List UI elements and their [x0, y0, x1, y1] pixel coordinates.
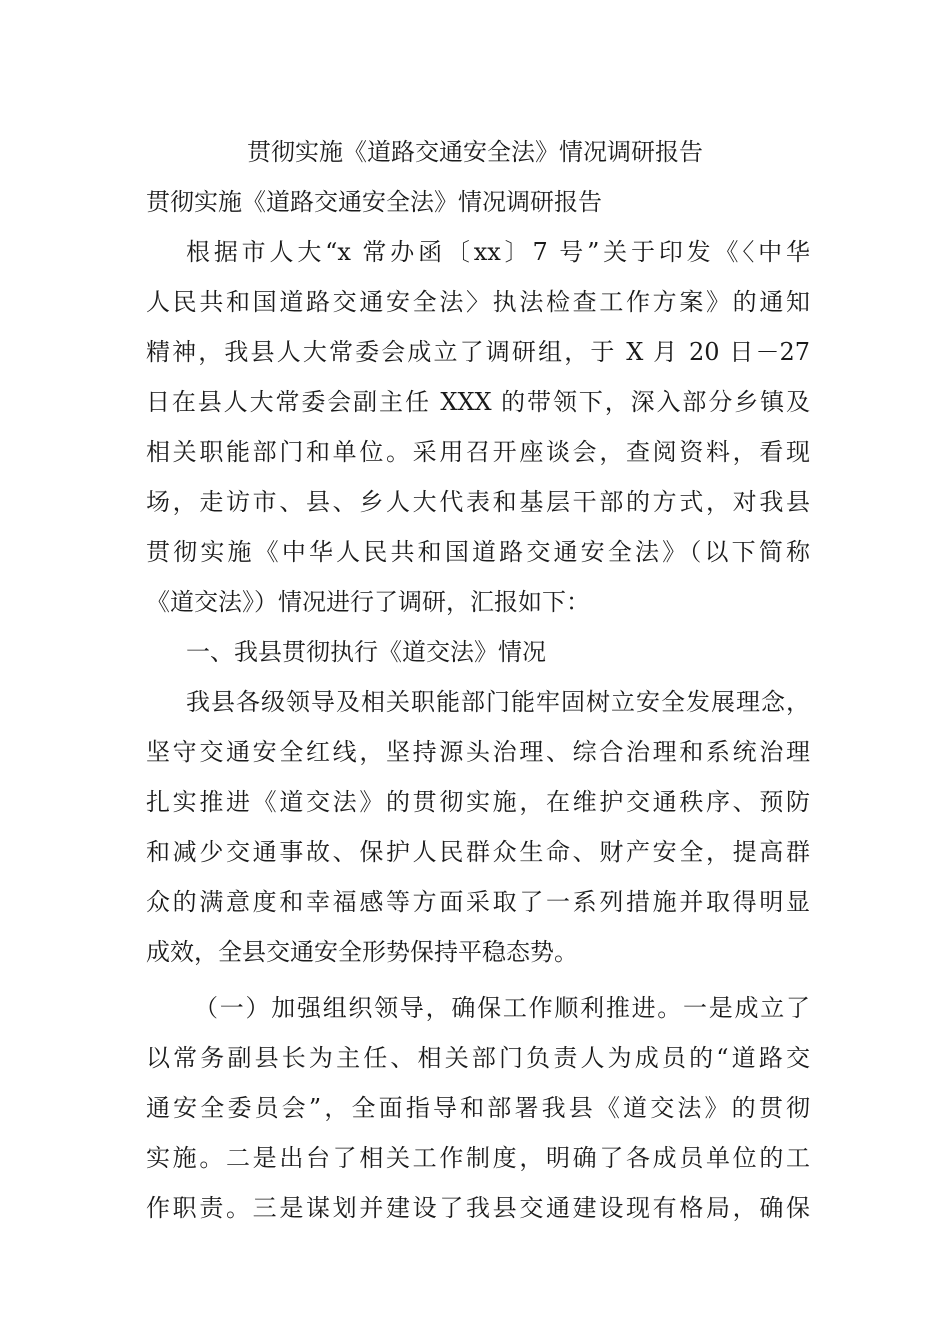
- paragraph-line: 成效，全县交通安全形势保持平稳态势。: [146, 938, 578, 966]
- document-body: [146, 177, 810, 1233]
- paragraph-line: 相关职能部门和单位。采用召开座谈会，查阅资料，看现: [146, 438, 810, 466]
- paragraph-line: 扎实推进《道交法》的贯彻实施，在维护交通秩序、预防: [146, 788, 810, 816]
- document-title: 贯彻实施《道路交通安全法》情况调研报告: [247, 138, 703, 166]
- paragraph-line: 实施。二是出台了相关工作制度，明确了各成员单位的工: [146, 1144, 810, 1172]
- paragraph-line: 作职责。三是谋划并建设了我县交通建设现有格局，确保: [146, 1194, 810, 1222]
- paragraph-line: 精神，我县人大常委会成立了调研组，于 X 月 20 日－27: [146, 338, 810, 366]
- paragraph-line: 众的满意度和幸福感等方面采取了一系列措施并取得明显: [146, 888, 810, 916]
- paragraph-line: 根据市人大“x 常办函〔xx〕7 号”关于印发《〈中华: [186, 238, 810, 266]
- section-heading: 一、我县贯彻执行《道交法》情况: [186, 638, 546, 666]
- paragraph-line: 人民共和国道路交通安全法〉执法检查工作方案》的通知: [146, 288, 810, 316]
- subtitle-line: 贯彻实施《道路交通安全法》情况调研报告: [146, 188, 602, 216]
- paragraph-line: 日在县人大常委会副主任 XXX 的带领下，深入部分乡镇及: [146, 388, 810, 416]
- paragraph-line: 坚守交通安全红线，坚持源头治理、综合治理和系统治理: [146, 738, 810, 766]
- paragraph-line: （一）加强组织领导，确保工作顺利推进。一是成立了: [194, 994, 810, 1022]
- paragraph-line: 以常务副县长为主任、相关部门负责人为成员的“道路交: [146, 1044, 810, 1072]
- paragraph-line: 和减少交通事故、保护人民群众生命、财产安全，提高群: [146, 838, 810, 866]
- paragraph-line: 贯彻实施《中华人民共和国道路交通安全法》（以下简称: [146, 538, 810, 566]
- paragraph-line: 我县各级领导及相关职能部门能牢固树立安全发展理念，: [186, 688, 810, 716]
- paragraph-line: 场，走访市、县、乡人大代表和基层干部的方式，对我县: [146, 488, 810, 516]
- paragraph-line: 《道交法》）情况进行了调研，汇报如下：: [146, 588, 590, 616]
- paragraph-line: 通安全委员会”，全面指导和部署我县《道交法》的贯彻: [146, 1094, 810, 1122]
